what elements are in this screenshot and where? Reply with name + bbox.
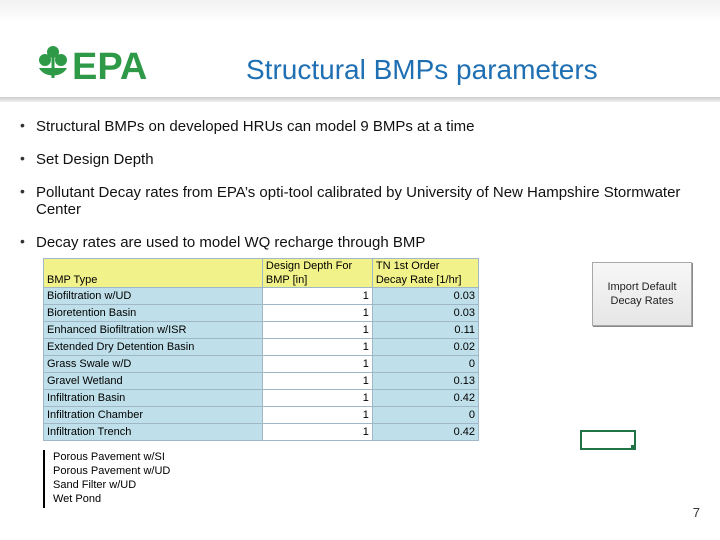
epa-logo: [36, 42, 148, 84]
bullet-item: • Set Design Depth: [20, 151, 710, 168]
design-depth-cell[interactable]: 1: [262, 288, 372, 305]
page-title: Structural BMPs parameters: [246, 54, 598, 85]
decay-rate-cell[interactable]: 0.42: [372, 424, 478, 441]
import-default-decay-rates-button[interactable]: [592, 262, 692, 326]
header-design-depth-line1: Design Depth For: [265, 260, 353, 272]
button-label-line1: Import Default: [607, 281, 677, 293]
design-depth-cell[interactable]: 1: [262, 305, 372, 322]
table-row: [44, 373, 479, 390]
bmp-type-cell[interactable]: Enhanced Biofiltration w/ISR: [44, 322, 263, 339]
table-row: [44, 305, 479, 322]
decay-rate-cell[interactable]: 0.02: [372, 339, 478, 356]
design-depth-cell[interactable]: 1: [262, 407, 372, 424]
header-design-depth-line2: BMP [in]: [265, 274, 308, 286]
decay-rate-cell[interactable]: 0: [372, 407, 478, 424]
selected-cell[interactable]: [580, 430, 636, 450]
bmp-type-cell[interactable]: Biofiltration w/UD: [44, 288, 263, 305]
table-row: [44, 424, 479, 441]
table-row: [44, 407, 479, 424]
bmp-type-cell[interactable]: Infiltration Chamber: [44, 407, 263, 424]
bullet-item: • Structural BMPs on developed HRUs can model 9 BMPs at a time: [20, 118, 710, 135]
header-decay-rate-line1: TN 1st Order: [375, 260, 440, 272]
table-header-row: [44, 259, 479, 288]
bmp-type-dropdown-list: [43, 450, 198, 508]
design-depth-cell[interactable]: 1: [262, 322, 372, 339]
bmp-type-cell[interactable]: Bioretention Basin: [44, 305, 263, 322]
bullet-list: [20, 118, 710, 267]
dropdown-option[interactable]: Wet Pond: [53, 493, 102, 505]
bmp-type-cell[interactable]: Extended Dry Detention Basin: [44, 339, 263, 356]
bmp-table: [43, 258, 479, 441]
design-depth-cell[interactable]: 1: [262, 339, 372, 356]
slide-header: [0, 0, 720, 102]
dropdown-option[interactable]: Porous Pavement w/SI: [53, 451, 165, 463]
bullet-item: • Decay rates are used to model WQ recharge through BMP: [20, 234, 710, 251]
header-decay-rate-line2: Decay Rate [1/hr]: [375, 274, 462, 286]
design-depth-cell[interactable]: 1: [262, 373, 372, 390]
bullet-item: • Pollutant Decay rates from EPA’s opti-tool calibrated by University of New Hampshire Stormwater Center: [20, 184, 710, 218]
header-design-depth[interactable]: [262, 259, 372, 288]
bmp-type-cell[interactable]: Infiltration Basin: [44, 390, 263, 407]
decay-rate-cell[interactable]: 0: [372, 356, 478, 373]
table-row: [44, 322, 479, 339]
dropdown-option[interactable]: Sand Filter w/UD: [53, 479, 137, 491]
design-depth-cell[interactable]: 1: [262, 390, 372, 407]
table-row: [44, 356, 479, 373]
header-decay-rate[interactable]: [372, 259, 478, 288]
decay-rate-cell[interactable]: 0.42: [372, 390, 478, 407]
table-row: [44, 288, 479, 305]
page-number: 7: [692, 505, 700, 520]
decay-rate-cell[interactable]: 0.11: [372, 322, 478, 339]
design-depth-cell[interactable]: 1: [262, 424, 372, 441]
decay-rate-cell[interactable]: 0.03: [372, 288, 478, 305]
fill-handle[interactable]: [631, 445, 636, 450]
table-row: [44, 390, 479, 407]
header-divider: [0, 97, 720, 102]
header-band: [0, 0, 720, 22]
epa-flower-icon: [39, 46, 67, 78]
table-row: [44, 339, 479, 356]
design-depth-cell[interactable]: 1: [262, 356, 372, 373]
header-bmp-type[interactable]: BMP Type: [44, 259, 263, 288]
bmp-type-cell[interactable]: Infiltration Trench: [44, 424, 263, 441]
bmp-type-cell[interactable]: Gravel Wetland: [44, 373, 263, 390]
button-label-line2: Decay Rates: [610, 295, 674, 307]
bmp-type-cell[interactable]: Grass Swale w/D: [44, 356, 263, 373]
dropdown-option[interactable]: Porous Pavement w/UD: [53, 465, 171, 477]
decay-rate-cell[interactable]: 0.03: [372, 305, 478, 322]
logo-text: EPA: [72, 46, 148, 84]
decay-rate-cell[interactable]: 0.13: [372, 373, 478, 390]
